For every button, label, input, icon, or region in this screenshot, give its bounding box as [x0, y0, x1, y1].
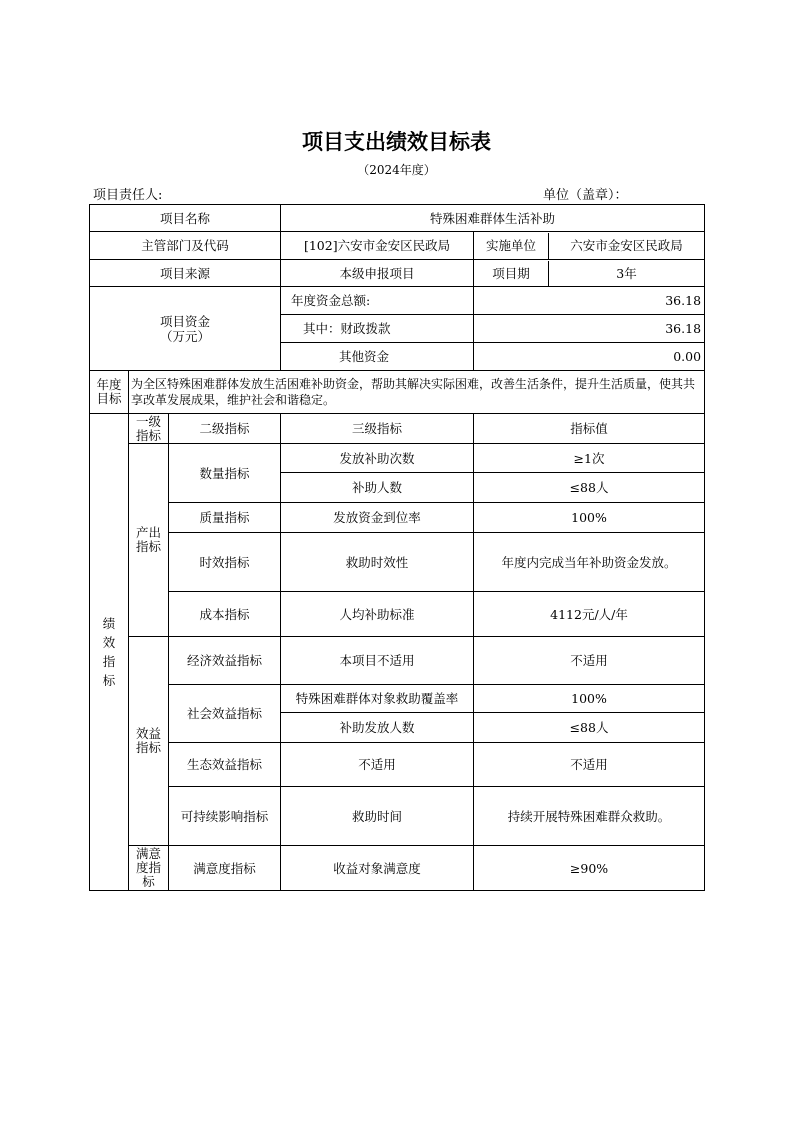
responsible-person-label: 项目责任人: [93, 188, 163, 203]
quality-value: 100% [474, 503, 705, 533]
project-period-value: 3年 [616, 265, 637, 281]
table-row [90, 787, 705, 846]
social-item-1: 特殊困难群体对象救助覆盖率 [281, 685, 474, 713]
quantity-item-1: 发放补助次数 [281, 444, 474, 473]
sustainability-item: 救助时间 [281, 787, 474, 846]
implementing-unit-value: 六安市金安区民政局 [570, 238, 683, 253]
table-row [90, 592, 705, 637]
other-funds-label: 其他资金 [281, 343, 474, 371]
quantity-value-1: ≥1次 [474, 444, 705, 473]
implementing-unit-label: 实施单位 [474, 233, 549, 259]
social-value-2: ≤88人 [474, 713, 705, 743]
social-value-1: 100% [474, 685, 705, 713]
total-funds-value: 36.18 [474, 287, 705, 315]
project-name-value: 特殊困难群体生活补助 [281, 205, 705, 232]
table-row [90, 533, 705, 592]
satisfaction-indicators-label: 满意度指标 [129, 846, 169, 891]
total-funds-label: 年度资金总额: [281, 287, 474, 315]
other-funds-value: 0.00 [474, 343, 705, 371]
sustainability-value: 持续开展特殊困难群众救助。 [474, 787, 705, 846]
department-label: 主管部门及代码 [90, 232, 281, 260]
cost-indicator: 成本指标 [169, 592, 281, 637]
table-row [90, 637, 705, 685]
level1-header: 一级指标 [129, 414, 169, 444]
table-row [90, 232, 705, 260]
timeliness-indicator: 时效指标 [169, 533, 281, 592]
unit-seal-label: 单位（盖章）： [543, 188, 628, 203]
department-value: [102]六安市金安区民政局 [281, 232, 474, 260]
cost-value: 4112元/人/年 [474, 592, 705, 637]
table-row [90, 444, 705, 473]
benefit-indicators-label: 效益指标 [129, 637, 169, 846]
project-period-cell [474, 260, 705, 287]
fiscal-funds-value: 36.18 [474, 315, 705, 343]
satisfaction-item: 收益对象满意度 [281, 846, 474, 891]
social-indicator: 社会效益指标 [169, 685, 281, 743]
quantity-value-2: ≤88人 [474, 473, 705, 503]
level3-header: 三级指标 [281, 414, 474, 444]
social-item-2: 补助发放人数 [281, 713, 474, 743]
sustainability-indicator: 可持续影响指标 [169, 787, 281, 846]
performance-indicators-label: 绩效指标 [90, 414, 129, 891]
quantity-indicator: 数量指标 [169, 444, 281, 503]
economic-indicator: 经济效益指标 [169, 637, 281, 685]
economic-item: 本项目不适用 [281, 637, 474, 685]
table-row [90, 503, 705, 533]
fiscal-funds-label: 其中：财政拨款 [281, 315, 474, 343]
table-row [90, 287, 705, 315]
source-value: 本级申报项目 [281, 260, 474, 287]
table-row [90, 414, 705, 444]
performance-target-table [89, 204, 705, 891]
table-row [90, 743, 705, 787]
table-row [90, 371, 705, 414]
table-row [90, 205, 705, 232]
satisfaction-indicator: 满意度指标 [169, 846, 281, 891]
timeliness-item: 救助时效性 [281, 533, 474, 592]
project-name-label: 项目名称 [90, 205, 281, 232]
year-label: （2024年度） [357, 163, 436, 177]
output-indicators-label: 产出指标 [129, 444, 169, 637]
timeliness-value: 年度内完成当年补助资金发放。 [474, 533, 705, 592]
table-row [90, 260, 705, 287]
quantity-item-2: 补助人数 [281, 473, 474, 503]
annual-goal-text: 为全区特殊困难群体发放生活困难补助资金，帮助其解决实际困难，改善生活条件，提升生活质量，使其共享改革发展成果，维护社会和谐稳定。 [129, 371, 705, 414]
level2-header: 二级指标 [169, 414, 281, 444]
value-header: 指标值 [474, 414, 705, 444]
table-row [90, 685, 705, 713]
implementing-unit-cell [474, 232, 705, 260]
project-period-label: 项目期 [474, 261, 549, 286]
ecological-item: 不适用 [281, 743, 474, 787]
funds-label-line1: 项目资金 [160, 313, 211, 329]
economic-value: 不适用 [474, 637, 705, 685]
quality-indicator: 质量指标 [169, 503, 281, 533]
funds-label-line2: （万元） [160, 328, 211, 344]
source-label: 项目来源 [90, 260, 281, 287]
cost-item: 人均补助标准 [281, 592, 474, 637]
page-title: 项目支出绩效目标表 [302, 130, 491, 154]
annual-goal-label: 年度目标 [90, 371, 129, 414]
funds-label [90, 287, 281, 371]
ecological-value: 不适用 [474, 743, 705, 787]
ecological-indicator: 生态效益指标 [169, 743, 281, 787]
quality-item: 发放资金到位率 [281, 503, 474, 533]
table-row [90, 846, 705, 891]
satisfaction-value: ≥90% [474, 846, 705, 891]
